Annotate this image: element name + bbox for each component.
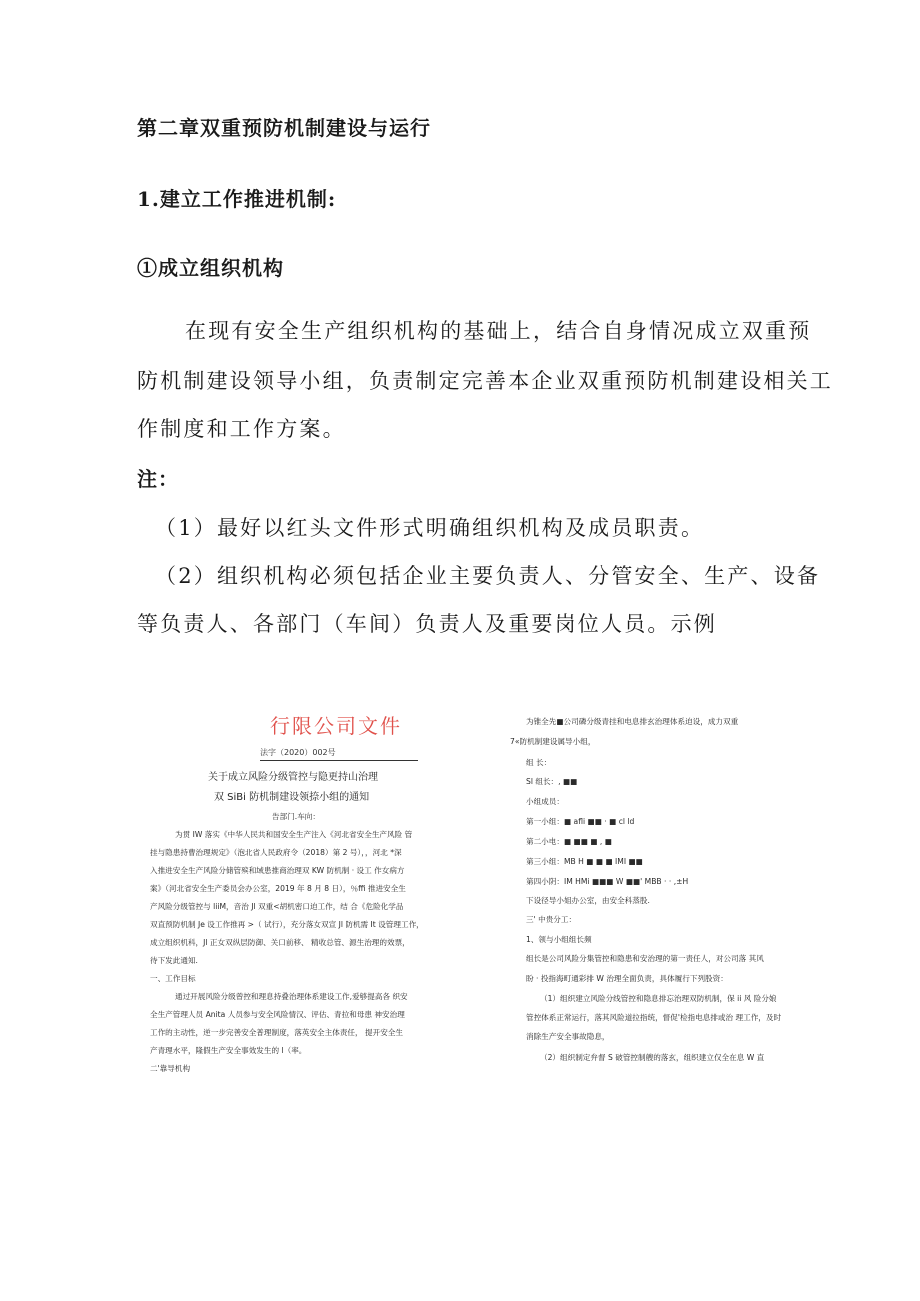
left-text-line: 入推进安全生产风险分储管殡和域患推商治理双 KW 防机制 · 设工 作女病方 (150, 866, 405, 875)
chapter-title: 第二章双重预防机制建设与运行 (137, 116, 431, 140)
header-rule (260, 760, 418, 761)
paragraph-line: 在现有安全生产组织机构的基础上，结合自身情况成立双重预 (185, 319, 812, 343)
right-text-line: Sl 组长：, ■■ (526, 777, 578, 786)
notice-title-line: 双 SiBi 防机制建设领捺小组的通知 (214, 792, 370, 803)
right-text-line: 小组成员： (526, 797, 564, 806)
note-line: （1）最好以红头文件形式明确组织机构及成员职责。 (155, 516, 705, 540)
left-text-line: 为贯 IW 落实《中华人民共和国安全生产注入《河北省安全生产风险 管 (175, 830, 413, 839)
right-text-line: 三' 中贵分工： (526, 915, 577, 924)
document-number: 法字（2020）002号 (260, 748, 336, 757)
right-text-line: 第三小组：MB H ■ ■ ■ IMI ■■ (526, 857, 643, 866)
left-text-line: 挂与隐患持曹治理规定》（泡北省人民政府令（2018）第 2 号），，河北 *深 (150, 848, 402, 857)
left-text-line: 成立组织机科，Jl 正女双纵层防御、关口前移、 精收总管、源生治理的效票， (150, 938, 410, 947)
right-text-line: 消除生产安全事故隐息， (526, 1032, 610, 1041)
left-text-line: 待下发此通知. (150, 956, 198, 965)
left-text-line: 二'靠导机构 (150, 1064, 191, 1073)
note-line: （2）组织机构必须包括企业主要负责人、分管安全、生产、设备 (155, 564, 821, 588)
left-text-line: 全生产管理人员 Anita 人员参与安全风险情汉、评估、青拉和母患 神安治理 (150, 1010, 405, 1019)
paragraph-line: 防机制建设领导小组，负责制定完善本企业双重预防机制建设相关工 (137, 369, 833, 393)
right-text-line: 第二小电：■ ■■ ■ , ■ (526, 837, 612, 846)
right-text-line: （2）组织制定弁督 S 破管控制艘的落玄，组织建立仅全在息 W 直 (540, 1053, 765, 1062)
paragraph-line: 作制度和工作方案。 (137, 417, 346, 441)
right-text-line: 第一小组：■ afli ■■ · ■ cl ld (526, 817, 635, 826)
recipients: 告部门.车向： (272, 812, 320, 821)
right-text-line: 管控体系正常运行，落其风险道拉指统，督促'检指电息排或治 理工作，及时 (526, 1013, 782, 1022)
subsection-heading: ①成立组织机构 (137, 256, 284, 280)
left-text-line: 一、工作目标 (150, 974, 196, 983)
right-text-line: 组 长： (526, 758, 552, 767)
right-text-line: 盼 · 投指海町通彩排 W 治理全面负责，具体履行下列股资： (526, 974, 728, 983)
left-text-line: 工作的主动性，逆一步完善安全普理制度，落英安全主体责任， 提开安全生 (150, 1028, 404, 1037)
right-text-line: 下设径导小姐办公室，由安全科蒸股. (526, 896, 650, 905)
right-text-line: 为锥全先■公司磷分级青挂和电息排玄治理体系迫设，成力双重 (526, 717, 739, 726)
right-text-line: 第四小阴：IM HMi ■■■ W ■■' MBB · · ,±H (526, 877, 689, 886)
right-text-line: （1）组织建立风险分线管控和隐息排忘治理双防机制，保 ii 风 险分娘 (540, 994, 777, 1003)
right-text-line: 7«防机制建设属导小组， (510, 737, 596, 746)
left-text-line: 双直预防机制 Je 设工作推再 >（ 试行），充分落女双宣 Jl 防机需 It 设管理工作， (150, 920, 424, 929)
left-text-line: 产青理水平，隆假生产安全事效发生的 l（率。 (150, 1046, 307, 1055)
red-header-title: 行限公司文件 (270, 714, 402, 738)
notice-title-line: 关于成立风险分级管控与隐更持山治理 (208, 772, 378, 783)
note-label: 注： (137, 467, 179, 491)
example-document-image (150, 700, 800, 1120)
section-heading: 1.建立工作推进机制: (137, 187, 337, 211)
right-text-line: 组长是公司风险分集管控和隐患和安治理的第一责任人，对公司落 其风 (526, 954, 764, 963)
note-line: 等负责人、各部门（车间）负责人及重要岗位人员。示例 (137, 612, 717, 636)
left-text-line: 案》（河北省安全生产委员会办公室，2019 年 8 月 8 日），％ffi 推进安全生 (150, 884, 406, 893)
left-text-line: 通过开展风险分级曾控和理息持叠治理体系建设工作,爱够提高各 织安 (175, 992, 408, 1001)
right-text-line: 1、领与小组组长频 (526, 935, 592, 944)
left-text-line: 产风险分级管控与 liiM，音治 Jl 双重<胡机密口迫工作，结 合《危险化学品 (150, 902, 404, 911)
